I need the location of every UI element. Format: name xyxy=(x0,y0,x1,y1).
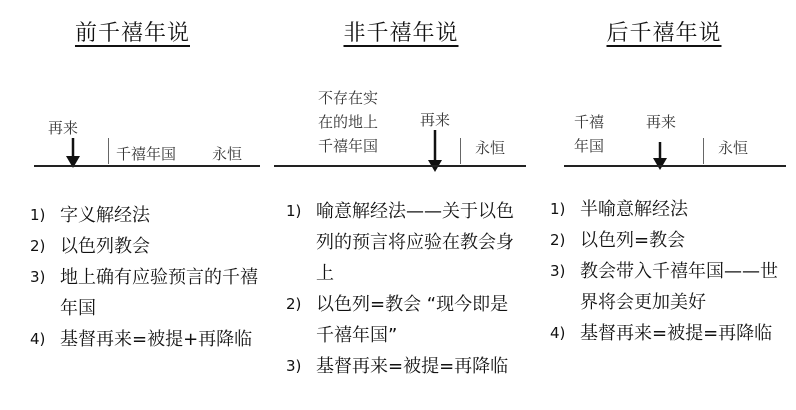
column-amillennial xyxy=(270,0,532,410)
timeline-label-millennium: 千禧年国 xyxy=(116,145,177,163)
timeline-label-no-millennium-2: 在的地上 xyxy=(318,113,379,131)
timeline-label-eternity: 永恒 xyxy=(475,139,506,157)
timeline-label-return: 再来 xyxy=(646,113,677,131)
column-title: 非千禧年说 xyxy=(343,21,459,46)
timeline-line xyxy=(564,165,786,167)
timeline-label-millennium-1: 千禧 xyxy=(574,113,605,131)
list-item: 3) 基督再来=被提=再降临 xyxy=(286,356,509,377)
timeline-label-eternity: 永恒 xyxy=(718,139,749,157)
timeline-label-return: 再来 xyxy=(420,111,451,129)
list-item: 1) 字义解经法 xyxy=(30,205,150,226)
list-item: 4) 基督再来=被提+再降临 xyxy=(30,329,253,350)
column-premillennial xyxy=(0,0,265,410)
timeline-label-no-millennium-1: 不存在实 xyxy=(318,89,379,107)
list-item: 2) 以色列=教会 “现今即是千禧年国” xyxy=(286,294,509,346)
feature-list xyxy=(550,194,784,349)
list-item: 3) 教会带入千禧年国——世界将会更加美好 xyxy=(550,261,778,313)
arrow-down-icon xyxy=(425,128,445,174)
timeline-divider xyxy=(703,138,704,164)
timeline-line xyxy=(34,165,260,167)
list-item: 4) 基督再来=被提=再降临 xyxy=(550,323,773,344)
arrow-down-icon xyxy=(650,140,670,172)
list-item: 1) 半喻意解经法 xyxy=(550,199,688,220)
list-item: 2) 以色列教会 xyxy=(30,236,150,257)
timeline-divider xyxy=(460,138,461,164)
timeline-divider xyxy=(108,138,109,164)
list-item: 3) 地上确有应验预言的千禧年国 xyxy=(30,267,258,319)
timeline-line xyxy=(274,165,526,167)
column-title: 后千禧年说 xyxy=(606,21,722,46)
timeline-label-no-millennium-3: 千禧年国 xyxy=(318,137,379,155)
column-postmillennial xyxy=(538,0,790,410)
list-item: 2) 以色列=教会 xyxy=(550,230,686,251)
feature-list xyxy=(286,196,522,382)
timeline-label-return: 再来 xyxy=(48,119,79,137)
timeline-label-eternity: 永恒 xyxy=(212,145,243,163)
timeline-label-millennium-2: 年国 xyxy=(574,137,605,155)
column-title: 前千禧年说 xyxy=(74,21,190,46)
feature-list xyxy=(30,200,262,355)
list-item: 1) 喻意解经法——关于以色列的预言将应验在教会身上 xyxy=(286,201,514,284)
